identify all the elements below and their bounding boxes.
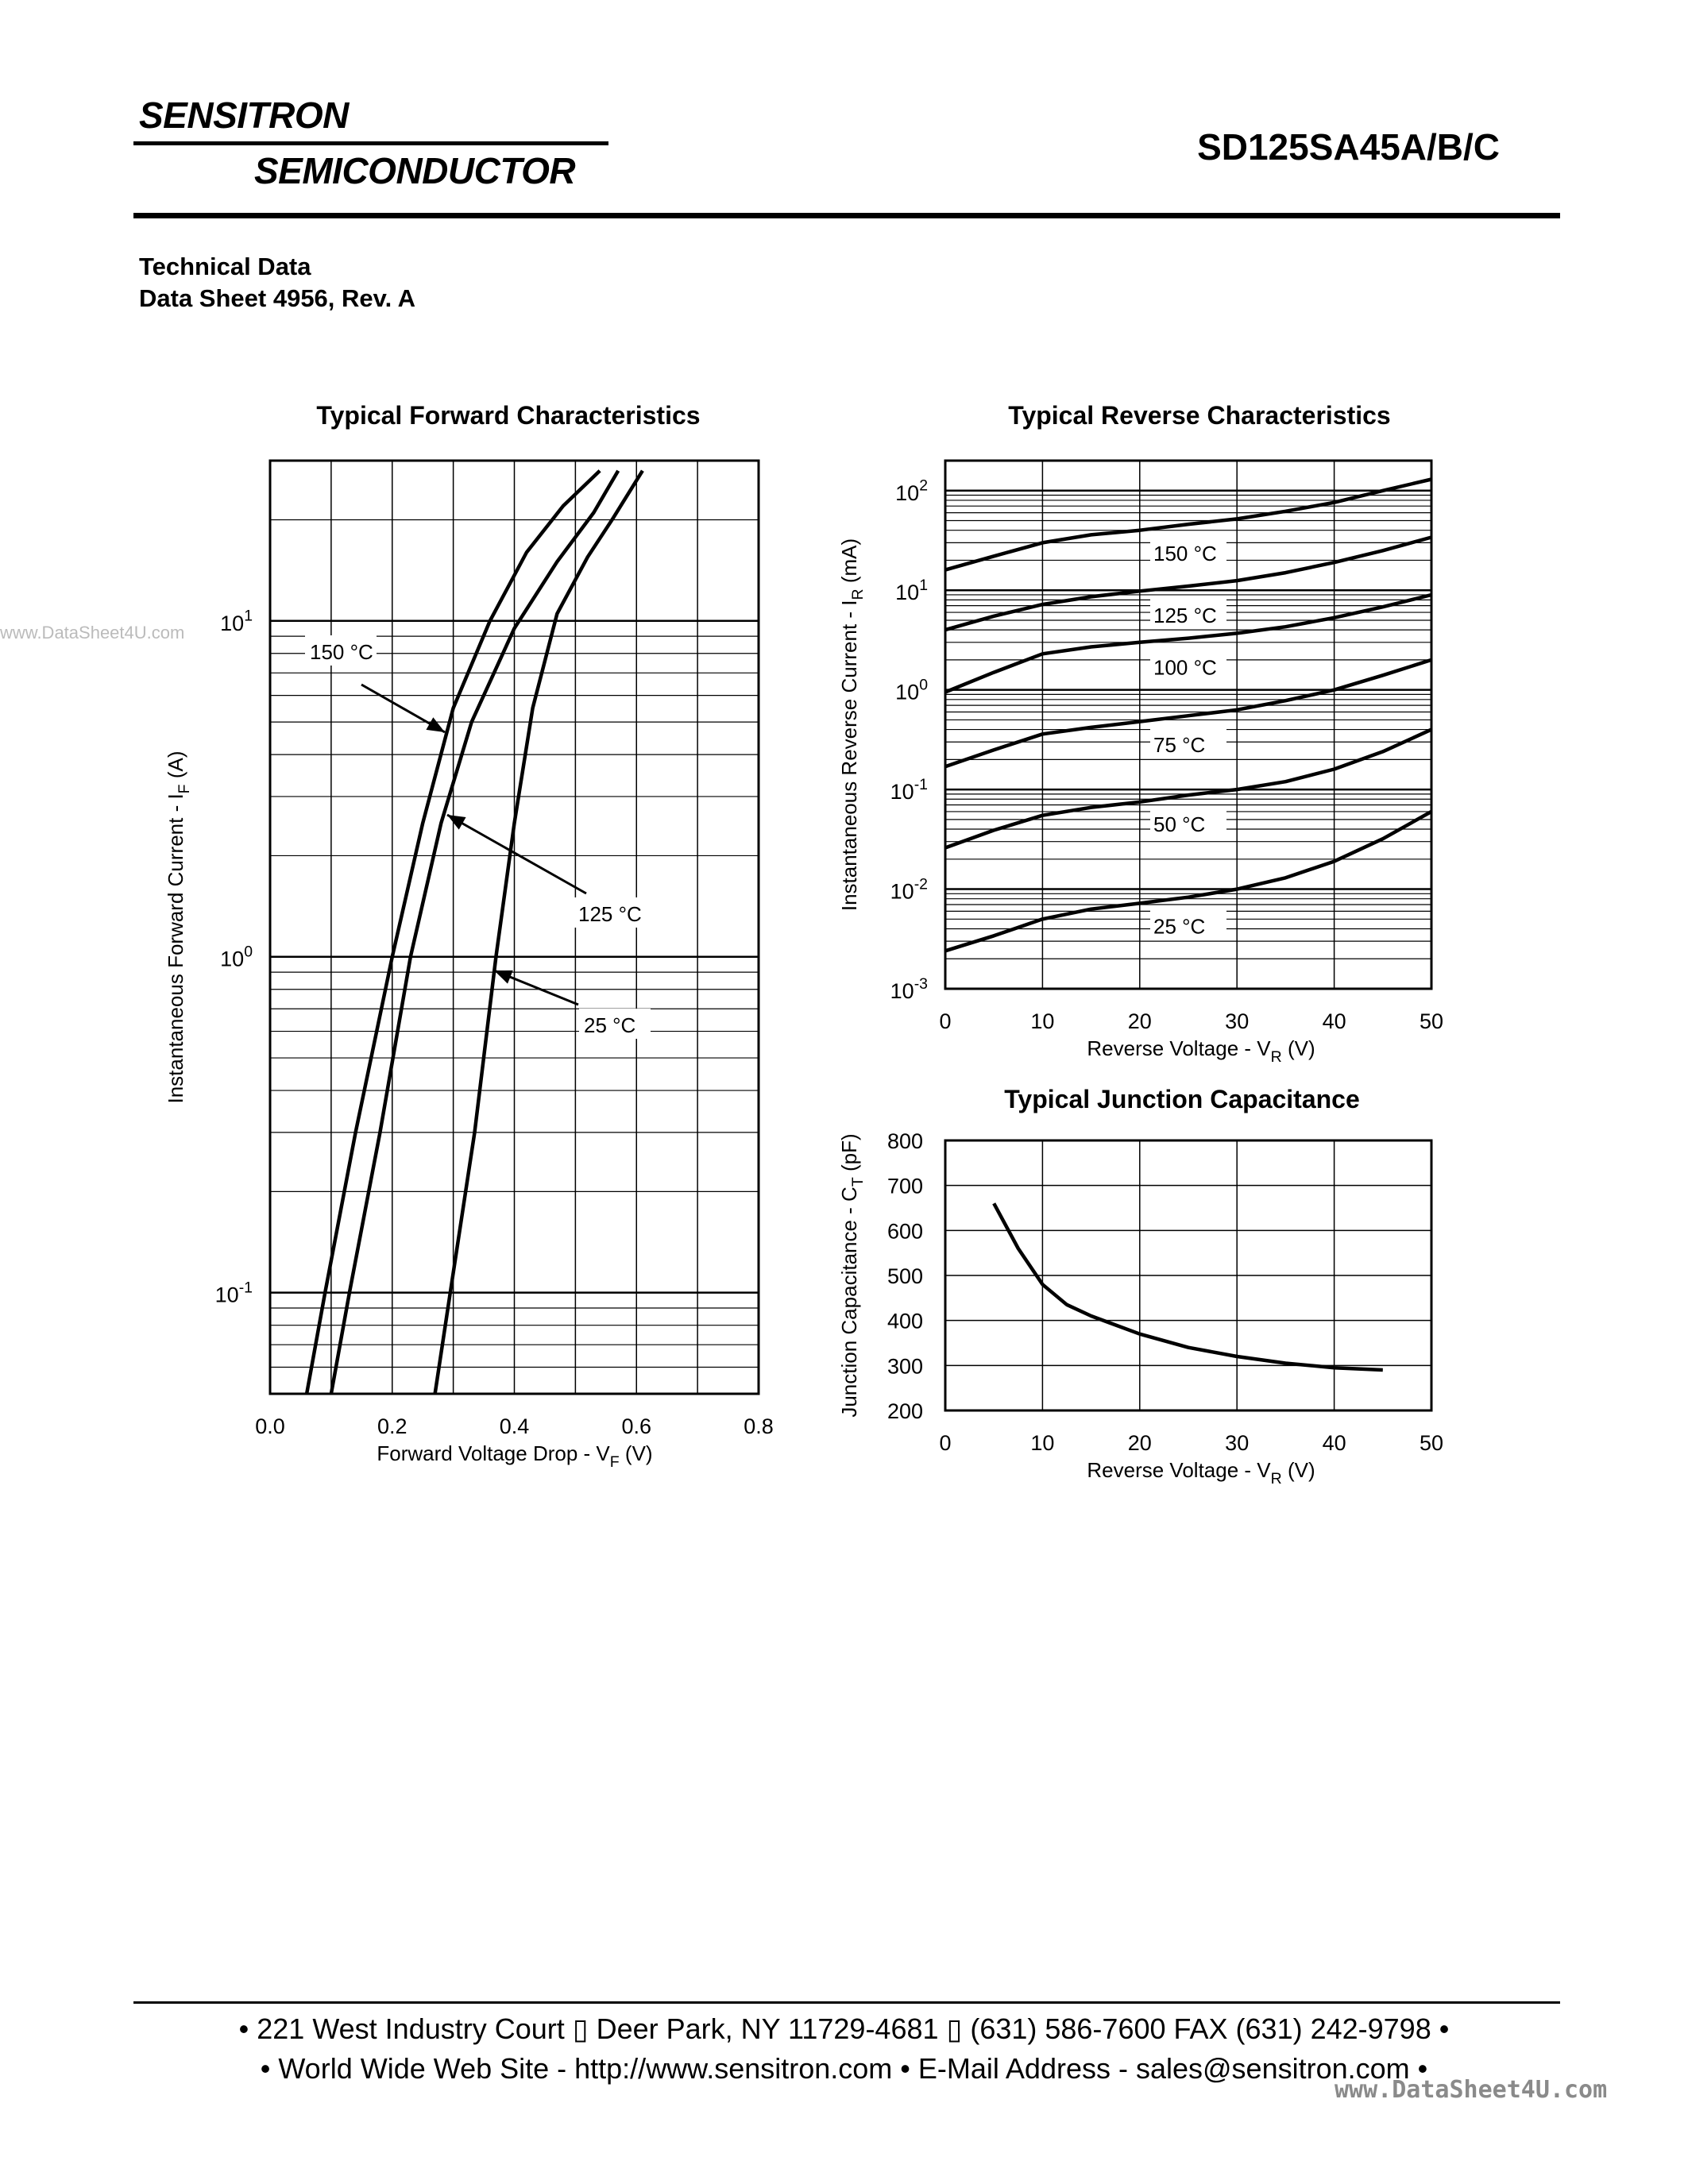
series-annotation: 125 °C — [1153, 604, 1217, 628]
data-sheet-info: Data Sheet 4956, Rev. A — [139, 284, 416, 312]
y-axis-label: Instantaneous Reverse Current - $I_R$ (mA) — [837, 538, 867, 912]
junction-capacitance-chart — [837, 1129, 1443, 1488]
y-tick-label: $10^{-2}$ — [890, 875, 928, 904]
y-tick-label: $10^1$ — [895, 577, 928, 605]
forward-characteristics-chart — [164, 461, 774, 1471]
part-number: SD125SA45A/B/C — [1197, 126, 1500, 168]
capacitance-chart-title: Typical Junction Capacitance — [1004, 1085, 1360, 1113]
series-annotation: 150 °C — [1153, 542, 1217, 566]
x-tick-label: 0 — [939, 1431, 952, 1455]
series-annotation: 50 °C — [1153, 812, 1206, 837]
y-tick-label: 300 — [886, 1354, 923, 1379]
y-tick-label: $10^0$ — [220, 943, 253, 971]
x-axis-label: Reverse Voltage - $V_R$ (V) — [1087, 1036, 1315, 1066]
annotation-arrowhead — [494, 970, 513, 984]
y-tick-label: 400 — [886, 1309, 923, 1333]
watermark-bottom-right: www.DataSheet4U.com — [1335, 2076, 1608, 2104]
y-tick-label: $10^{-1}$ — [890, 775, 928, 805]
x-tick-label: 10 — [1030, 1009, 1055, 1033]
y-tick-label: $10^2$ — [895, 477, 928, 505]
y-tick-label: 600 — [886, 1219, 923, 1244]
x-tick-label: 30 — [1225, 1431, 1250, 1455]
footer-rule — [133, 2001, 1560, 2004]
x-tick-label: 50 — [1419, 1431, 1444, 1455]
series-annotation: 125 °C — [578, 902, 642, 926]
x-tick-label: 0.8 — [744, 1414, 774, 1438]
series-annotation: 25 °C — [584, 1013, 636, 1037]
technical-data-heading: Technical Data — [139, 253, 311, 280]
reverse-characteristics-chart — [837, 461, 1443, 1066]
x-tick-label: 0 — [939, 1009, 952, 1033]
x-tick-label: 40 — [1322, 1431, 1346, 1455]
series-annotation: 75 °C — [1153, 733, 1206, 758]
x-axis-label: Forward Voltage Drop - $V_F$ (V) — [377, 1441, 653, 1471]
brand-name-line1: SENSITRON — [139, 95, 349, 136]
x-tick-label: 0.2 — [377, 1414, 408, 1438]
y-tick-label: $10^{-3}$ — [890, 974, 928, 1003]
series-annotation: 100 °C — [1153, 655, 1217, 680]
x-tick-label: 20 — [1127, 1431, 1152, 1455]
x-tick-label: 0.6 — [621, 1414, 652, 1438]
annotation-arrow — [447, 815, 586, 893]
x-tick-label: 20 — [1127, 1009, 1152, 1033]
y-tick-label: $10^1$ — [220, 607, 253, 635]
y-axis-label: Instantaneous Forward Current - $I_F$ (A) — [164, 751, 193, 1104]
x-axis-label: Reverse Voltage - $V_R$ (V) — [1087, 1458, 1315, 1488]
x-tick-label: 0.0 — [255, 1414, 285, 1438]
series-line — [994, 1203, 1383, 1370]
brand-name-line2: SEMICONDUCTOR — [254, 150, 576, 191]
watermark-left: www.DataSheet4U.com — [0, 623, 185, 642]
series-annotation: 150 °C — [310, 640, 373, 664]
y-tick-label: 700 — [886, 1174, 923, 1198]
x-tick-label: 0.4 — [499, 1414, 530, 1438]
x-tick-label: 50 — [1419, 1009, 1444, 1033]
footer-web-email-line: • World Wide Web Site - http://www.sensitron.com • E-Mail Address - sales@sensitron.com • — [260, 2052, 1428, 2085]
x-tick-label: 30 — [1225, 1009, 1250, 1033]
y-tick-label: 500 — [886, 1264, 923, 1288]
annotation-arrowhead — [426, 717, 445, 732]
annotation-arrowhead — [447, 815, 466, 830]
x-tick-label: 10 — [1030, 1431, 1055, 1455]
y-tick-label: $10^0$ — [895, 676, 928, 704]
footer-address-line: • 221 West Industry Court ▯ Deer Park, NY 11729-4681 ▯ (631) 586-7600 FAX (631) 242-9798 • — [238, 2012, 1450, 2045]
y-tick-label: 200 — [886, 1399, 923, 1423]
series-line — [435, 471, 643, 1394]
y-tick-label: 800 — [886, 1129, 923, 1153]
y-tick-label: $10^{-1}$ — [214, 1279, 253, 1307]
y-axis-label: Junction Capacitance - $C_T$ (pF) — [837, 1133, 867, 1418]
reverse-chart-title: Typical Reverse Characteristics — [1008, 401, 1391, 430]
forward-chart-title: Typical Forward Characteristics — [316, 401, 701, 430]
x-tick-label: 40 — [1322, 1009, 1346, 1033]
series-annotation: 25 °C — [1153, 914, 1206, 939]
